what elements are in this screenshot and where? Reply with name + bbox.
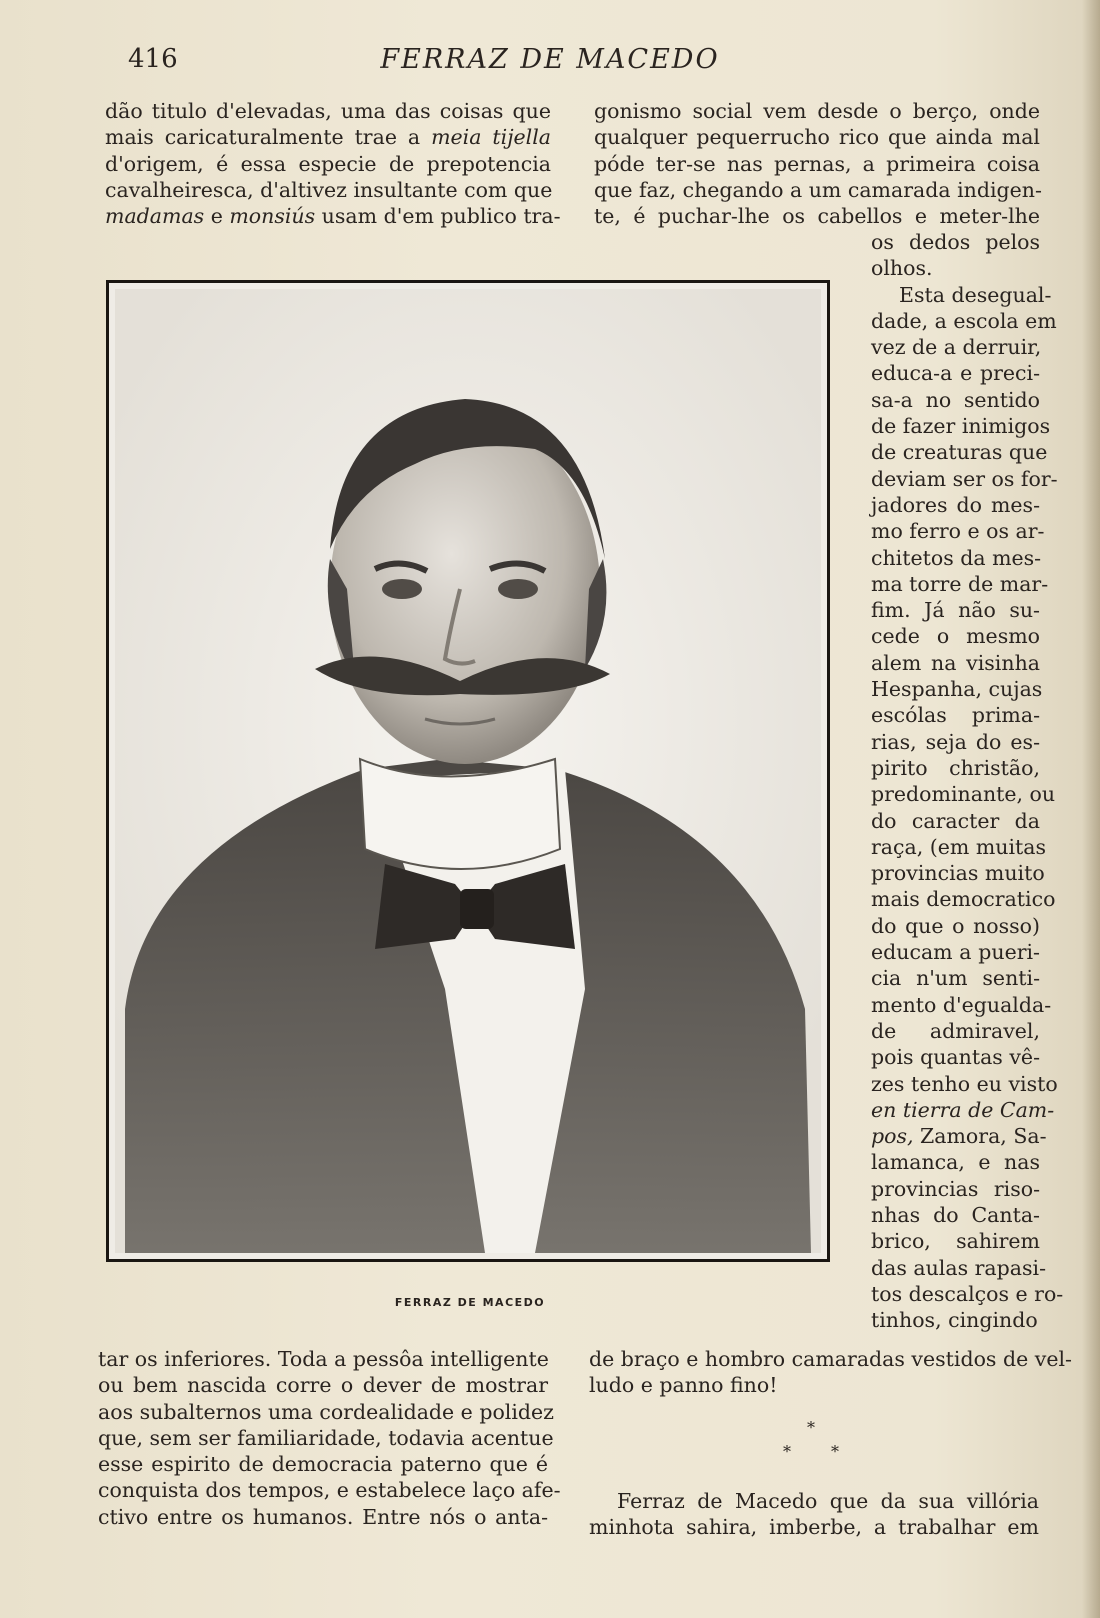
- portrait-illustration: [115, 289, 821, 1253]
- left-column-top: [105, 98, 561, 229]
- text-line: Esta desegual-: [899, 282, 1052, 307]
- text-line: os dedos pelos: [871, 230, 1040, 254]
- text-line: mo ferro e os ar-: [871, 519, 1045, 544]
- text-line: pos, Zamora, Sa-: [871, 1124, 1047, 1149]
- text-line: nhas do Canta-: [871, 1202, 1040, 1227]
- text-line: jadores do mes-: [871, 492, 1040, 517]
- right-column-final: [589, 1488, 1039, 1541]
- text-line: alem na visinha: [871, 650, 1040, 675]
- text-line: provincias muito: [871, 861, 1045, 886]
- text-line: aos subalternos uma cordealidade e polidez: [98, 1399, 554, 1424]
- text-line: ma torre de mar-: [871, 571, 1049, 596]
- text-line: mais democratico: [871, 887, 1056, 912]
- text-line: fim. Já não su-: [871, 598, 1040, 623]
- text-line: sa-a no sentido: [871, 387, 1040, 412]
- text-line: de braço e hombro camaradas vestidos de vel-: [589, 1347, 1072, 1371]
- text-line: en tierra de Cam-: [871, 1097, 1055, 1122]
- text-line: mento d'egualda-: [871, 992, 1052, 1017]
- text-line: deviam ser os for-: [871, 466, 1058, 491]
- text-line: dão titulo d'elevadas, uma das coisas que: [105, 99, 551, 123]
- text-line: cia n'um senti-: [871, 966, 1040, 991]
- text-line: raça, (em muitas: [871, 834, 1047, 859]
- text-line: lamanca, e nas: [871, 1150, 1040, 1175]
- text-line: tos descalços e ro-: [871, 1281, 1064, 1306]
- asterism: * * *: [783, 1418, 839, 1461]
- text-line: gonismo social vem desde o berço, onde: [594, 99, 1040, 123]
- text-line: provincias riso-: [871, 1176, 1040, 1201]
- text-line: Ferraz de Macedo que da sua villória: [617, 1489, 1039, 1513]
- text-line: vez de a derruir,: [871, 335, 1042, 360]
- text-line: tar os inferiores. Toda a pessôa intelligente: [98, 1347, 549, 1371]
- left-column-bottom: [98, 1346, 561, 1530]
- text-line: rias, seja do es-: [871, 729, 1040, 754]
- text-line: do caracter da: [871, 808, 1040, 833]
- text-line: tinhos, cingindo: [871, 1308, 1038, 1333]
- text-line: olhos.: [871, 256, 933, 281]
- page-number: 416: [128, 44, 178, 74]
- right-column-top: [594, 98, 1040, 229]
- text-line: cavalheiresca, d'altivez insultante com que: [105, 177, 553, 202]
- right-column-narrow: [871, 229, 1064, 1333]
- text-line: educam a pueri-: [871, 940, 1040, 965]
- text-line: escólas prima-: [871, 703, 1040, 728]
- text-line: Hespanha, cujas: [871, 677, 1043, 702]
- text-line: que, sem ser familiaridade, todavia acentue: [98, 1425, 554, 1450]
- text-line: chitetos da mes-: [871, 545, 1042, 570]
- text-line: ctivo entre os humanos. Entre nós o anta-: [98, 1504, 548, 1529]
- text-line: do que o nosso): [871, 913, 1040, 938]
- photo-caption: FERRAZ DE MACEDO: [394, 1296, 546, 1309]
- text-line: te, é puchar-lhe os cabellos e meter-lhe: [594, 204, 1040, 229]
- text-line: de fazer inimigos: [871, 414, 1051, 439]
- text-line: de creaturas que: [871, 440, 1048, 465]
- text-line: que faz, chegando a um camarada indigen-: [594, 177, 1042, 202]
- text-line: de admiravel,: [871, 1018, 1040, 1043]
- text-line: zes tenho eu visto: [871, 1071, 1058, 1096]
- text-line: cede o mesmo: [871, 624, 1040, 649]
- text-line: esse espirito de democracia paterno que é: [98, 1452, 548, 1477]
- page-edge-shadow: [1082, 0, 1100, 1618]
- text-line: ou bem nascida corre o dever de mostrar: [98, 1373, 548, 1398]
- running-title: FERRAZ DE MACEDO: [380, 44, 720, 75]
- text-line: educa-a e preci-: [871, 361, 1040, 386]
- text-line: póde ter-se nas pernas, a primeira coisa: [594, 151, 1040, 176]
- portrait-photo: [106, 280, 830, 1262]
- text-line: conquista dos tempos, e estabelece laço afe-: [98, 1478, 561, 1503]
- text-line: mais caricaturalmente trae a meia tijella: [105, 125, 552, 150]
- text-line: brico, sahirem: [871, 1229, 1040, 1254]
- text-line: pirito christão,: [871, 755, 1040, 780]
- text-line: minhota sahira, imberbe, a trabalhar em: [589, 1515, 1039, 1540]
- text-line: ludo e panno fino!: [589, 1373, 778, 1398]
- text-line: pois quantas vê-: [871, 1045, 1040, 1070]
- text-line: predominante, ou: [871, 782, 1056, 807]
- text-line: madamas e monsiús usam d'em publico tra-: [105, 204, 561, 229]
- text-line: d'origem, é essa especie de prepotencia: [105, 151, 551, 176]
- text-line: das aulas rapasi-: [871, 1255, 1046, 1280]
- text-line: dade, a escola em: [871, 308, 1057, 333]
- text-line: qualquer pequerrucho rico que ainda mal: [594, 125, 1040, 150]
- right-column-bottom: [589, 1346, 1072, 1399]
